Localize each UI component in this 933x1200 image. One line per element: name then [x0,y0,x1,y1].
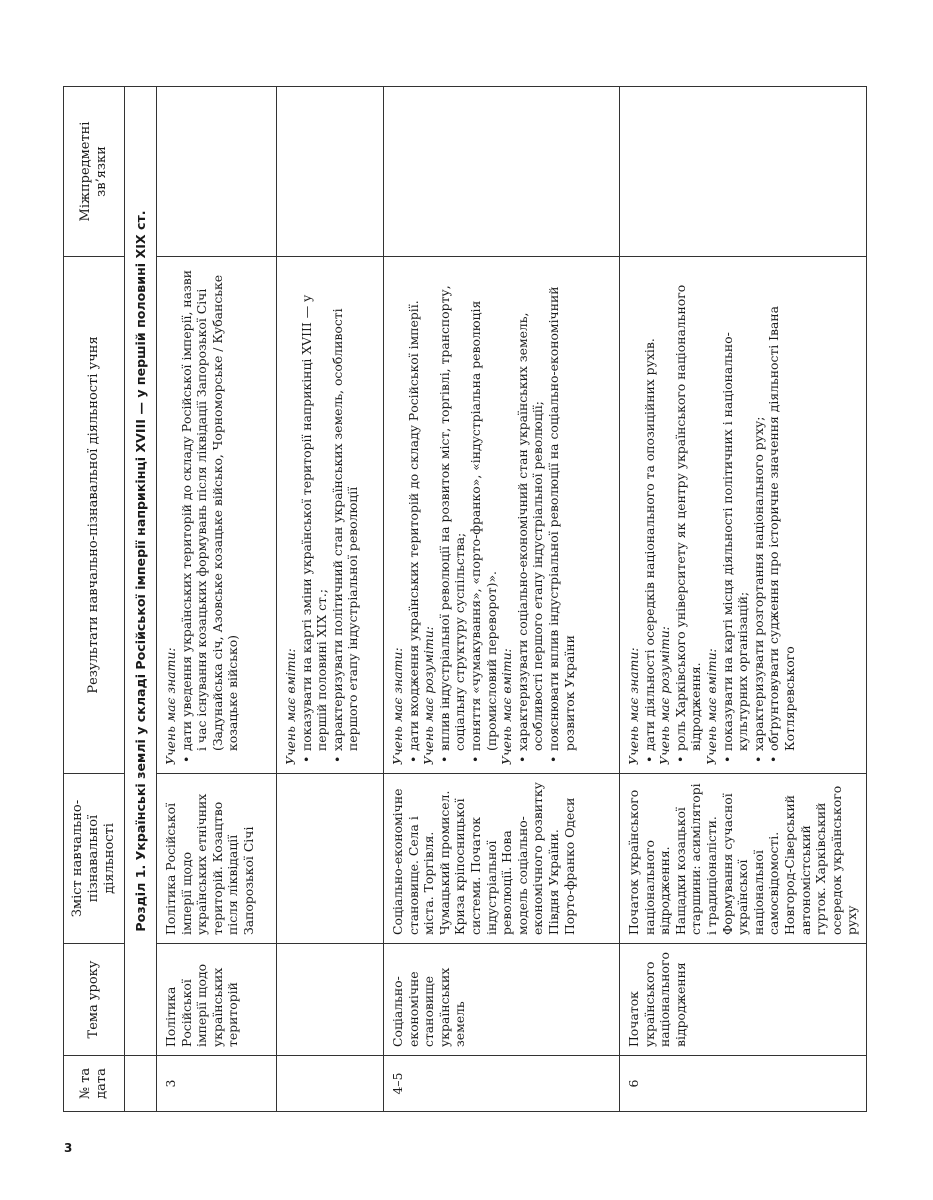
section-title: Розділ 1. Українські землі у складі Російської імперії наприкінці XVIII — у першій половині XIX ст. [125,87,157,1056]
header-links: Міжпредметні зв’язки [64,87,125,257]
results-heading: Учень має розуміти: [657,626,673,765]
results-heading: Учень має вміти: [499,648,515,765]
table-row [620,87,867,1112]
results-item: • характеризувати розгортання національного руху; [751,265,767,751]
results-item: • обґрунтовувати судження про історичне значення діяльності Івана Котляревського [766,265,797,751]
header-row [64,87,125,1112]
curriculum-table [63,86,867,1112]
row-results [277,257,384,774]
row-results [157,257,277,774]
row-content [277,774,384,944]
results-item: • поняття «чумакування», «порто-франко», «індустріальна революція (промисловий переворот)». [468,265,499,751]
row-results [620,257,867,774]
rotated-page [63,87,860,1112]
results-item: • характеризувати політичний стан українських земель, особливості першого етапу індустріальної революції [330,265,361,751]
row-content: Політика Російської імперії щодо українських етнічних територій. Козацтво після ліквідації Запорозької Січі [157,774,277,944]
results-item: • показувати на карті місця діяльності політичних і національно-культурних організацій; [720,265,751,751]
results-item: • вплив індустріальної революції на розвиток міст, торгівлі, транспорту, соціальну структуру суспільства; [437,265,468,751]
table-row [157,87,277,1112]
results-heading: Учень має знати: [390,647,405,765]
row-content: Початок українського національного відродження. Нащадки козацької старшини: асиміляторі і традиціоналісти. Формування сучасної української національної самосвідомості. Новгород-Сіверський автономістський гурток. Харківський осередок українського руху [620,774,867,944]
row-results [384,257,620,774]
row-links [157,87,277,257]
header-content: Зміст навчально-пізнавальної діяльності [64,774,125,944]
results-item: • дати входження українських територій до складу Російської імперії. [406,265,422,751]
results-item: • роль Харківського університету як центру українського національного відродження. [673,265,704,751]
row-content: Соціально-економічне становище. Села і міста. Торгівля. Чумацький промисел. Криза кріпосницької системи. Початок індустріальної революції. Нова модель соціально-економічного розвитку Півдня України. Порто-франко Одеси [384,774,620,944]
row-links [384,87,620,257]
row-topic: Політика Російської імперії щодо українських територій [157,944,277,1056]
table-row [277,87,384,1112]
results-heading: Учень має розуміти: [421,626,437,765]
results-heading: Учень має вміти: [283,648,298,765]
results-item: • показувати на карті зміни української території наприкінці XVIII — у першій половині XIX ст.; [299,265,330,751]
results-heading: Учень має знати: [626,647,641,765]
row-topic [277,944,384,1056]
row-num: 6 [620,1056,867,1112]
results-item: • характеризувати соціально-економічний стан українських земель, особливості першого етапу індустріальної революції; [515,265,546,751]
row-num: 3 [157,1056,277,1112]
header-topic: Тема уроку [64,944,125,1056]
row-links [620,87,867,257]
results-item: • дати діяльності осередків національного та опозиційних рухів. [642,265,658,751]
row-num [277,1056,384,1112]
section-row [125,87,157,1112]
header-results: Результати навчально-пізнавальної діяльності учня [64,257,125,774]
row-num: 4–5 [384,1056,620,1112]
header-num: № та дата [64,1056,125,1112]
results-heading: Учень має вміти: [703,648,719,765]
results-heading: Учень має знати: [163,647,178,765]
row-topic: Соціально-економічне становище українських земель [384,944,620,1056]
page-number: 3 [64,1141,73,1155]
results-item: • дати уведення українських територій до складу Російської імперії, назви і час існування козацьких формувань після ліквідації Запорозької Січі (Задунайська січ, Азовське козацьке військо, Чорноморське / Кубанське козацьке військо) [179,265,241,751]
row-links [277,87,384,257]
results-item: • пояснювати вплив індустріальної революції на соціально-економічний розвиток України [546,265,577,751]
row-topic: Початок українського національного відродження [620,944,867,1056]
table-row [384,87,620,1112]
